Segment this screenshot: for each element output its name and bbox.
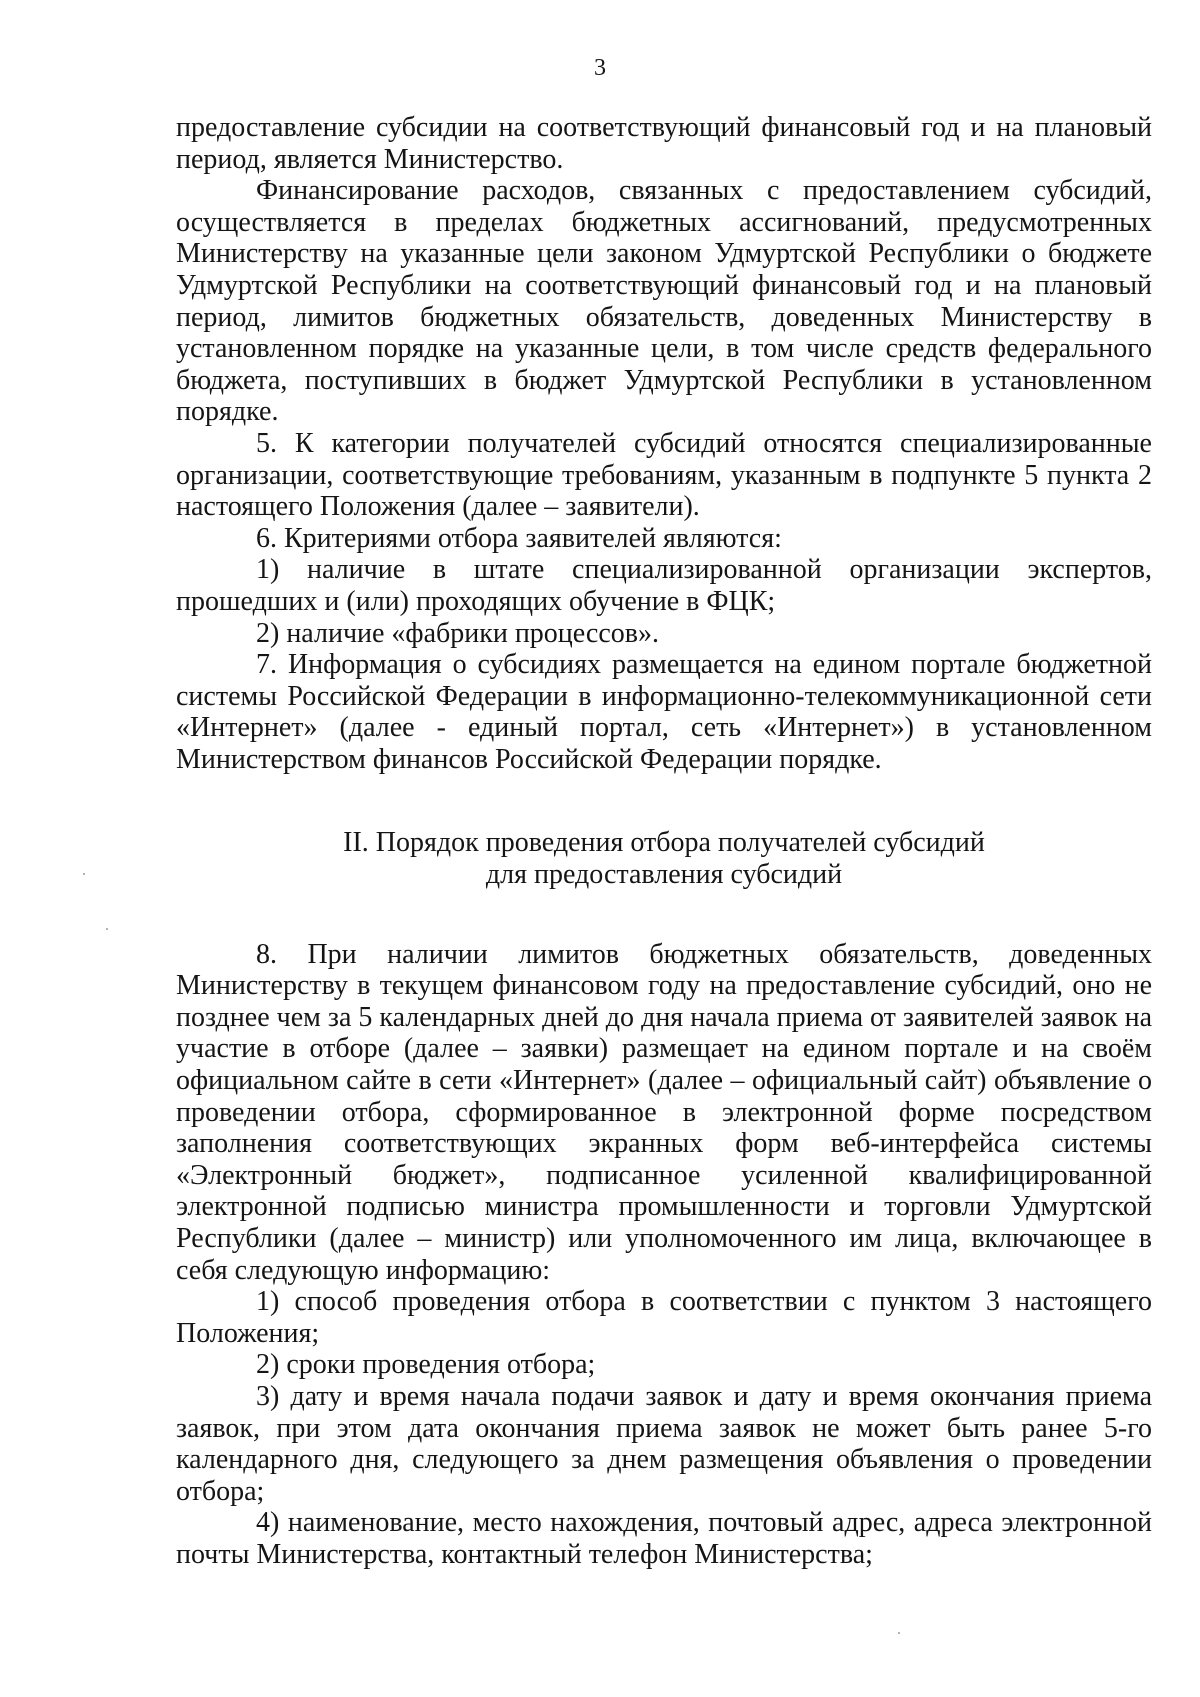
scan-speck <box>83 873 85 875</box>
section-heading <box>176 827 1152 890</box>
paragraph-item-8-4: 4) наименование, место нахождения, почтовый адрес, адреса электронной почты Министерства, контактный телефон Министерства; <box>176 1507 1152 1570</box>
paragraph-financing: Финансирование расходов, связанных с предоставлением субсидий, осуществляется в пределах бюджетных ассигнований, предусмотренных Министерству на указанные цели законом Удмуртской Республики о бюджете Удмуртской Республики на соответствующий финансовый год и на плановый период, лимитов бюджетных обязательств, доведенных Министерству в установленном порядке на указанные цели, в том числе средств федерального бюджета, поступивших в бюджет Удмуртской Республики в установленном порядке. <box>176 175 1152 428</box>
page-number: 3 <box>594 55 606 81</box>
paragraph-item-5: 5. К категории получателей субсидий относятся специализированные организации, соответствующие требованиям, указанным в подпункте 5 пункта 2 настоящего Положения (далее – заявители). <box>176 427 1152 523</box>
paragraph-item-6: 6. Критериями отбора заявителей являются: <box>256 522 782 554</box>
scan-speck <box>898 1632 900 1634</box>
section-heading-line-1: II. Порядок проведения отбора получателей субсидий <box>343 827 985 859</box>
scan-speck <box>106 928 108 930</box>
paragraph-item-8-3: 3) дату и время начала подачи заявок и дату и время окончания приема заявок, при этом дата окончания приема заявок не может быть ранее 5-го календарного дня, следующего за днем размещения объявления о проведении отбора; <box>176 1380 1152 1507</box>
paragraph-item-8: 8. При наличии лимитов бюджетных обязательств, доведенных Министерству в текущем финансовом году на предоставление субсидий, оно не позднее чем за 5 календарных дней до дня начала приема от заявителей заявок на участие в отборе (далее – заявки) размещает на едином портале и на своём официальном сайте в сети «Интернет» (далее – официальный сайт) объявление о проведении отбора, сформированное в электронной форме посредством заполнения соответствующих экранных форм веб-интерфейса системы «Электронный бюджет», подписанное усиленной квалифицированной электронной подписью министра промышленности и торговли Удмуртской Республики (далее – министр) или уполномоченного им лица, включающее в себя следующую информацию: <box>176 938 1152 1286</box>
document-body <box>176 112 1152 1571</box>
paragraph-item-8-1: 1) способ проведения отбора в соответствии с пунктом 3 настоящего Положения; <box>176 1286 1152 1349</box>
paragraph-item-7: 7. Информация о субсидиях размещается на едином портале бюджетной системы Российской Федерации в информационно-телекоммуникационной сети «Интернет» (далее - единый портал, сеть «Интернет») в установленном Министерством финансов Российской Федерации порядке. <box>176 649 1152 775</box>
paragraph-item-6-1: 1) наличие в штате специализированной организации экспертов, прошедших и (или) проходящих обучение в ФЦК; <box>176 554 1152 617</box>
paragraph-item-8-2: 2) сроки проведения отбора; <box>256 1349 596 1381</box>
paragraph-continuation: предоставление субсидии на соответствующий финансовый год и на плановый период, является Министерство. <box>176 112 1152 175</box>
paragraph-item-6-2: 2) наличие «фабрики процессов». <box>256 617 659 649</box>
section-heading-line-2: для предоставления субсидий <box>485 859 843 891</box>
